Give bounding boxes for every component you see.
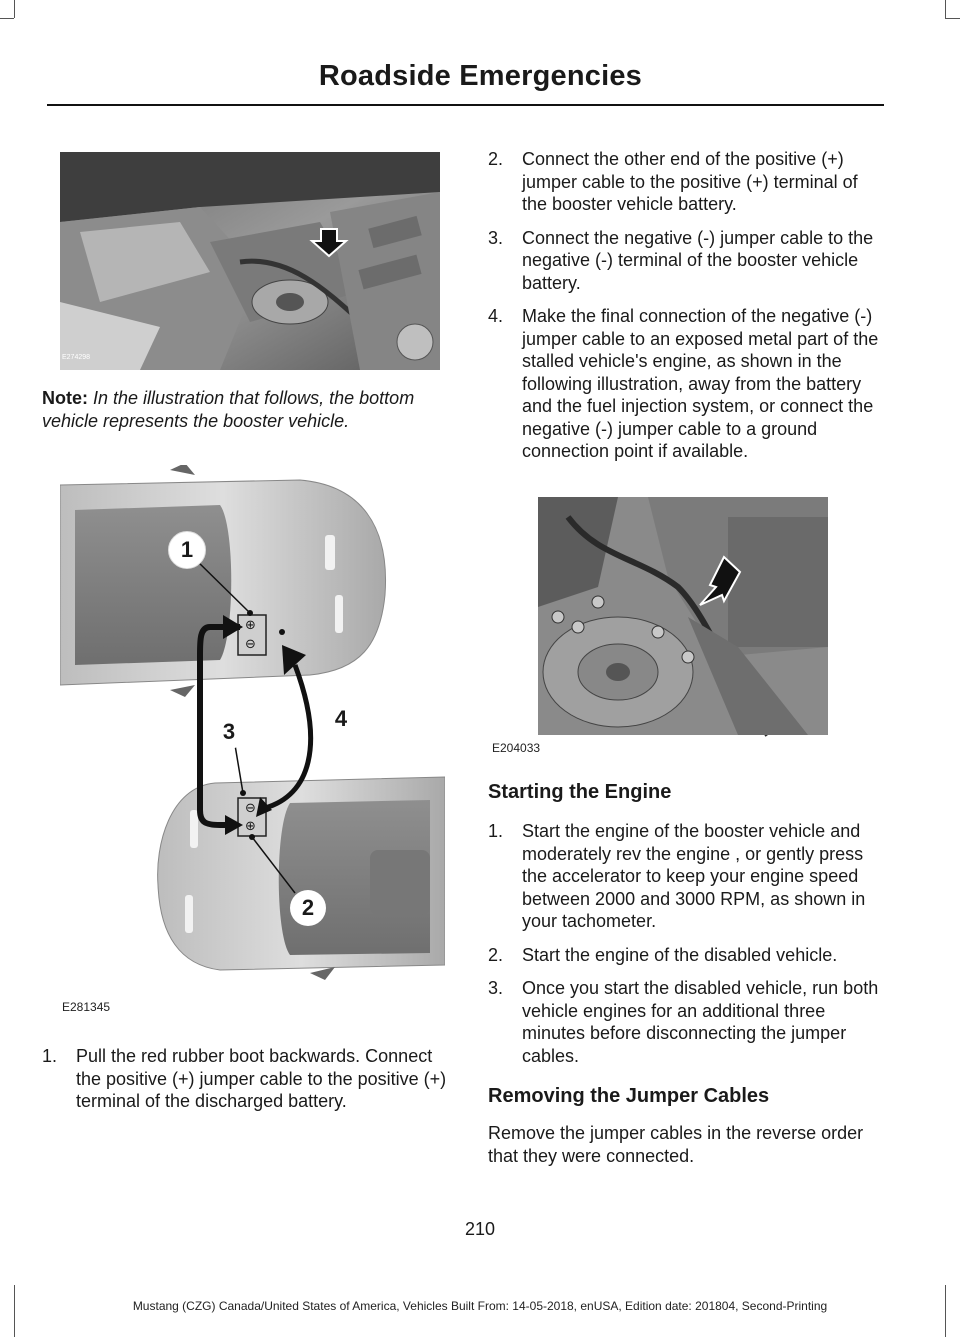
step-number: 2.: [488, 149, 504, 169]
step-number: 4.: [488, 306, 504, 326]
crop-mark: [945, 18, 960, 19]
terminal-negative-icon: ⊖: [245, 636, 256, 651]
note-paragraph: [42, 387, 442, 433]
callout-1: [168, 531, 206, 569]
step-text: Make the final connection of the negative (-) jumper cable to an exposed metal part of the stalled vehicle's engine, as shown in the following illustration, away from the battery and the fuel injection system, or connect the negative (-) jumper cable to a ground connection point if available.: [522, 306, 879, 461]
list-item: [488, 820, 884, 933]
list-item: [488, 944, 884, 967]
crop-mark: [0, 18, 14, 19]
jump-start-diagram: [60, 465, 445, 1025]
figure-code: E204033: [492, 741, 541, 755]
callout-3: [212, 715, 246, 749]
starting-step-list: [488, 820, 884, 1078]
step-number: 1.: [488, 821, 504, 841]
callout-label: 2: [301, 895, 315, 920]
list-item: [488, 148, 884, 216]
right-step-list: [488, 148, 884, 474]
step-number: 3.: [488, 227, 504, 248]
step-text: Start the engine of the booster vehicle and moderately rev the engine , or gently press the accelerator to keep your engine speed between 2000 and 3000 RPM, as shown in your tachometer.: [522, 821, 866, 931]
page-number: 210: [464, 1219, 496, 1239]
terminal-positive-icon: ⊕: [245, 818, 256, 833]
list-item: [488, 227, 884, 295]
callout-label: 3: [222, 719, 236, 744]
ground-point-illustration: [488, 497, 844, 759]
figure-code: E274298: [62, 354, 91, 361]
terminal-positive-icon: ⊕: [245, 617, 256, 632]
crop-mark: [945, 0, 946, 18]
step-text: Connect the other end of the positive (+) jumper cable to the positive (+) terminal of the booster vehicle battery.: [522, 149, 858, 214]
callout-label: 4: [334, 706, 348, 731]
footer-text: Mustang (CZG) Canada/United States of America, Vehicles Built From: 14-05-2018, enUSA, Edition date: 201804, Second-Printing: [132, 1299, 828, 1313]
figure-code: E281345: [62, 1000, 111, 1014]
step-text: Connect the negative (-) jumper cable to the negative (-) terminal of the booster vehicle battery.: [522, 227, 874, 293]
callout-label: 1: [180, 537, 194, 562]
callout-2: [290, 890, 326, 926]
step-number: 1.: [42, 1046, 58, 1066]
step-text: Start the engine of the disabled vehicle.: [522, 944, 838, 965]
step-number: 2.: [488, 944, 504, 965]
list-item: [488, 305, 884, 463]
header-divider: [47, 104, 884, 106]
page-title: Roadside Emergencies: [318, 60, 642, 92]
list-item: [42, 1045, 452, 1113]
note-label: Note:: [42, 388, 88, 408]
section-heading-removing: Removing the Jumper Cables: [488, 1085, 770, 1107]
crop-mark: [14, 0, 15, 18]
section-heading-starting: Starting the Engine: [488, 781, 672, 803]
list-item: [488, 977, 884, 1067]
stalled-vehicle: [60, 465, 386, 697]
step-text: Once you start the disabled vehicle, run both vehicle engines for an additional three minutes before disconnecting the jumper cables.: [522, 978, 879, 1066]
note-text: In the illustration that follows, the bottom vehicle represents the booster vehicle.: [42, 388, 415, 431]
callout-4: [324, 702, 358, 736]
terminal-negative-icon: ⊖: [245, 800, 256, 815]
step-text: Pull the red rubber boot backwards. Connect the positive (+) jumper cable to the positive (+) terminal of the discharged battery.: [76, 1046, 447, 1111]
engine-bay-illustration: [60, 152, 440, 370]
left-step-list: [42, 1045, 452, 1124]
removing-paragraph: Remove the jumper cables in the reverse order that they were connected.: [488, 1123, 864, 1166]
step-number: 3.: [488, 978, 504, 998]
